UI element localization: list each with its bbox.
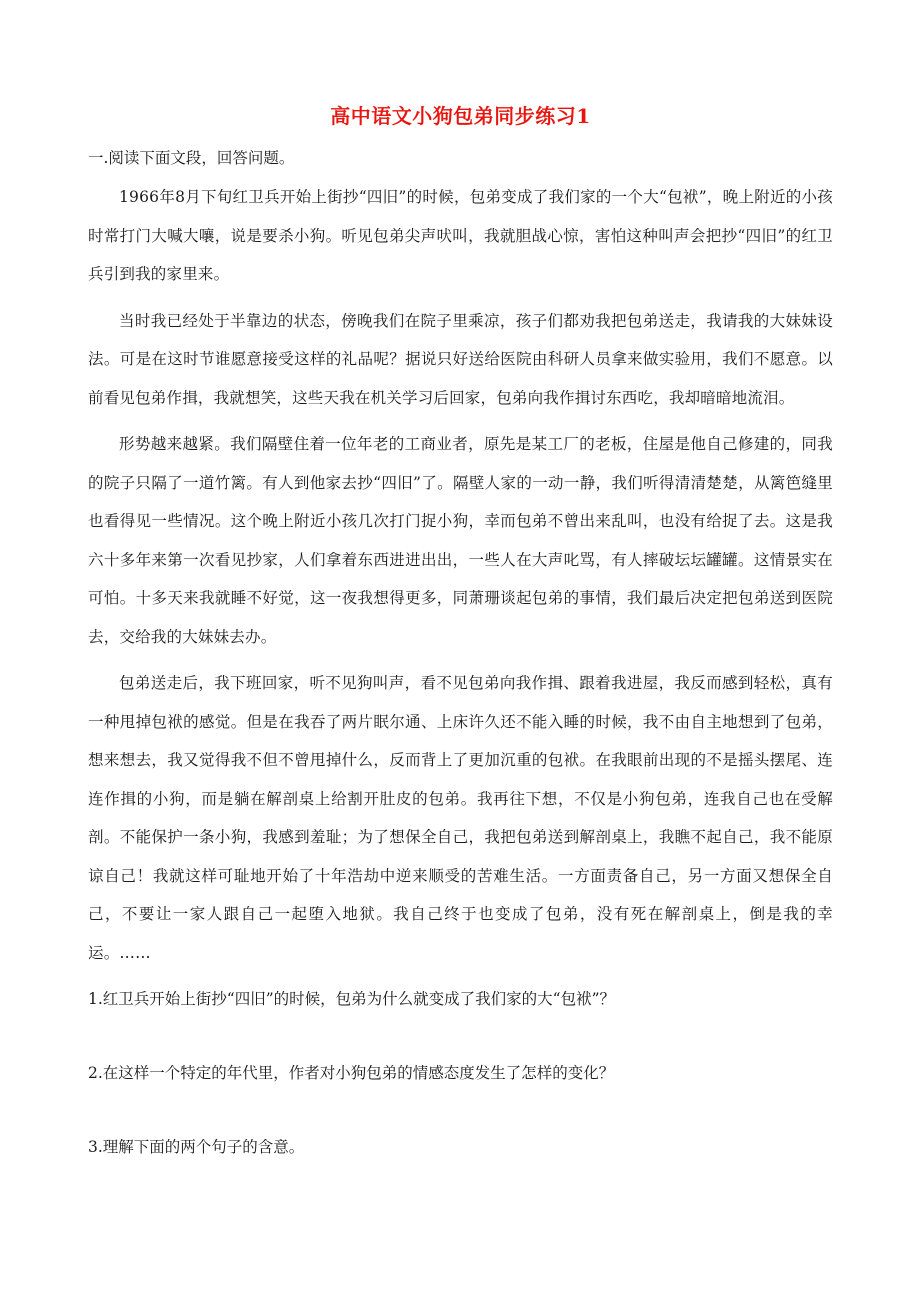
passage-paragraph-1: 1966年8月下旬红卫兵开始上街抄“四旧”的时候，包弟变成了我们家的一个大“包袱”，晚上附近的小孩时常打门大喊大嚷，说是要杀小狗。听见包弟尖声吠叫，我就胆战心惊，害怕这种叫声会把抄“四旧”的红卫兵引到我的家里来。 (88, 188, 833, 283)
passage-paragraph-3: 形势越来越紧。我们隔壁住着一位年老的工商业者，原先是某工厂的老板，住屋是他自己修建的，同我的院子只隔了一道竹篱。有人到他家去抄“四旧”了。隔壁人家的一动一静，我们听得清清楚楚，从篱笆缝里也看得见一些情况。这个晚上附近小孩几次打门捉小狗，幸而包弟不曾出来乱叫，也没有给捉了去。这是我六十多年来第一次看见抄家，人们拿着东西进进出出，一些人在大声叱骂，有人摔破坛坛罐罐。这情景实在可怕。十多天来我就睡不好觉，这一夜我想得更多，同萧珊谈起包弟的事情，我们最后决定把包弟送到医院去，交给我的大妹妹去办。 (88, 435, 833, 646)
passage-paragraph-2: 当时我已经处于半靠边的状态，傍晚我们在院子里乘凉，孩子们都劝我把包弟送走，我请我的大妹妹设法。可是在这时节谁愿意接受这样的礼品呢？据说只好送给医院由科研人员拿来做实验用，我们不愿意。以前看见包弟作揖，我就想笑，这些天我在机关学习后回家，包弟向我作揖讨东西吃，我却暗暗地流泪。 (88, 311, 833, 407)
passage-paragraph-4: 包弟送走后，我下班回家，听不见狗叫声，看不见包弟向我作揖、跟着我进屋，我反而感到轻松，真有一种甩掉包袱的感觉。但是在我吞了两片眠尔通、上床许久还不能入睡的时候，我不由自主地想到了包弟，想来想去，我又觉得我不但不曾甩掉什么，反而背上了更加沉重的包袱。在我眼前出现的不是摇头摆尾、连连作揖的小狗，而是躺在解剖桌上给割开肚皮的包弟。我再往下想，不仅是小狗包弟，连我自己也在受解剖。不能保护一条小狗，我感到羞耻；为了想保全自己，我把包弟送到解剖桌上，我瞧不起自己，我不能原谅自己！我就这样可耻地开始了十年浩劫中逆来顺受的苦难生活。一方面责备自己，另一方面又想保全自己，不要让一家人跟自己一起堕入地狱。我自己终于也变成了包弟，没有死在解剖桌上，倒是我的幸运。…… (88, 674, 833, 962)
document-page (88, 96, 833, 1166)
question-1: 1.红卫兵开始上街抄“四旧”的时候，包弟为什么就变成了我们家的大“包袱”？ (88, 990, 615, 1008)
document-title: 高中语文小狗包弟同步练习1 (330, 104, 591, 128)
question-2: 2.在这样一个特定的年代里，作者对小狗包弟的情感态度发生了怎样的变化？ (88, 1064, 615, 1082)
question-3: 3.理解下面的两个句子的含意。 (88, 1138, 305, 1156)
section-heading: 一.阅读下面文段，回答问题。 (88, 149, 295, 167)
